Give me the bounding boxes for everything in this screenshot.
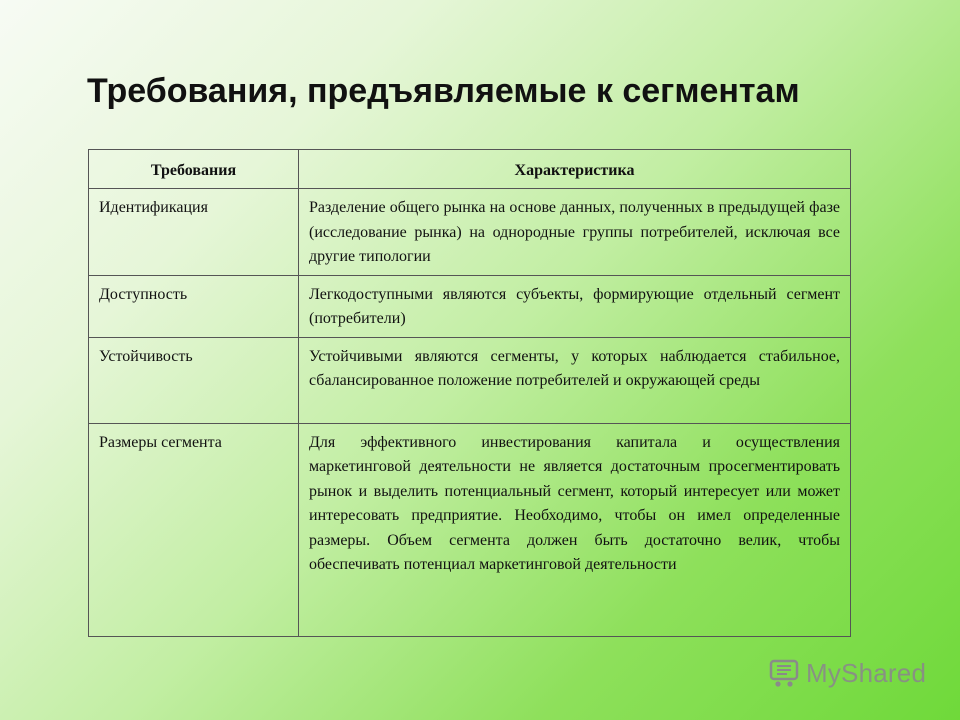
- table-row: [89, 275, 851, 337]
- watermark-logo: [768, 656, 926, 690]
- header-requirements: Требования: [89, 150, 299, 189]
- table-header-row: [89, 150, 851, 189]
- header-characteristic: Характеристика: [299, 150, 851, 189]
- requirements-table: [88, 149, 851, 637]
- description-cell: Для эффективного инвестирования капитала и осуществления маркетинговой деятельности не является достаточным просегментировать рынок и выделить потенциальный сегмент, который интересует или может интересовать предприятие. Необходимо, чтобы он имел определенные размеры. Объем сегмента должен быть достаточно велик, чтобы обеспечивать потенциал маркетинговой деятельности: [299, 423, 851, 636]
- requirement-cell: Доступность: [89, 275, 299, 337]
- slide-title: Требования, предъявляемые к сегментам: [87, 72, 800, 110]
- table-row: [89, 337, 851, 423]
- table-row: [89, 189, 851, 276]
- description-cell: Легкодоступными являются субъекты, формирующие отдельный сегмент (потребители): [299, 275, 851, 337]
- requirement-cell: Размеры сегмента: [89, 423, 299, 636]
- requirement-cell: Идентификация: [89, 189, 299, 276]
- table-row: [89, 423, 851, 636]
- description-cell: Разделение общего рынка на основе данных, полученных в предыдущей фазе (исследование рынка) на однородные группы потребителей, исключая все другие типологии: [299, 189, 851, 276]
- watermark-text: MyShared: [806, 658, 927, 688]
- requirement-cell: Устойчивость: [89, 337, 299, 423]
- cart-icon: [768, 656, 802, 690]
- description-cell: Устойчивыми являются сегменты, у которых наблюдается стабильное, сбалансированное положение потребителей и окружающей среды: [299, 337, 851, 423]
